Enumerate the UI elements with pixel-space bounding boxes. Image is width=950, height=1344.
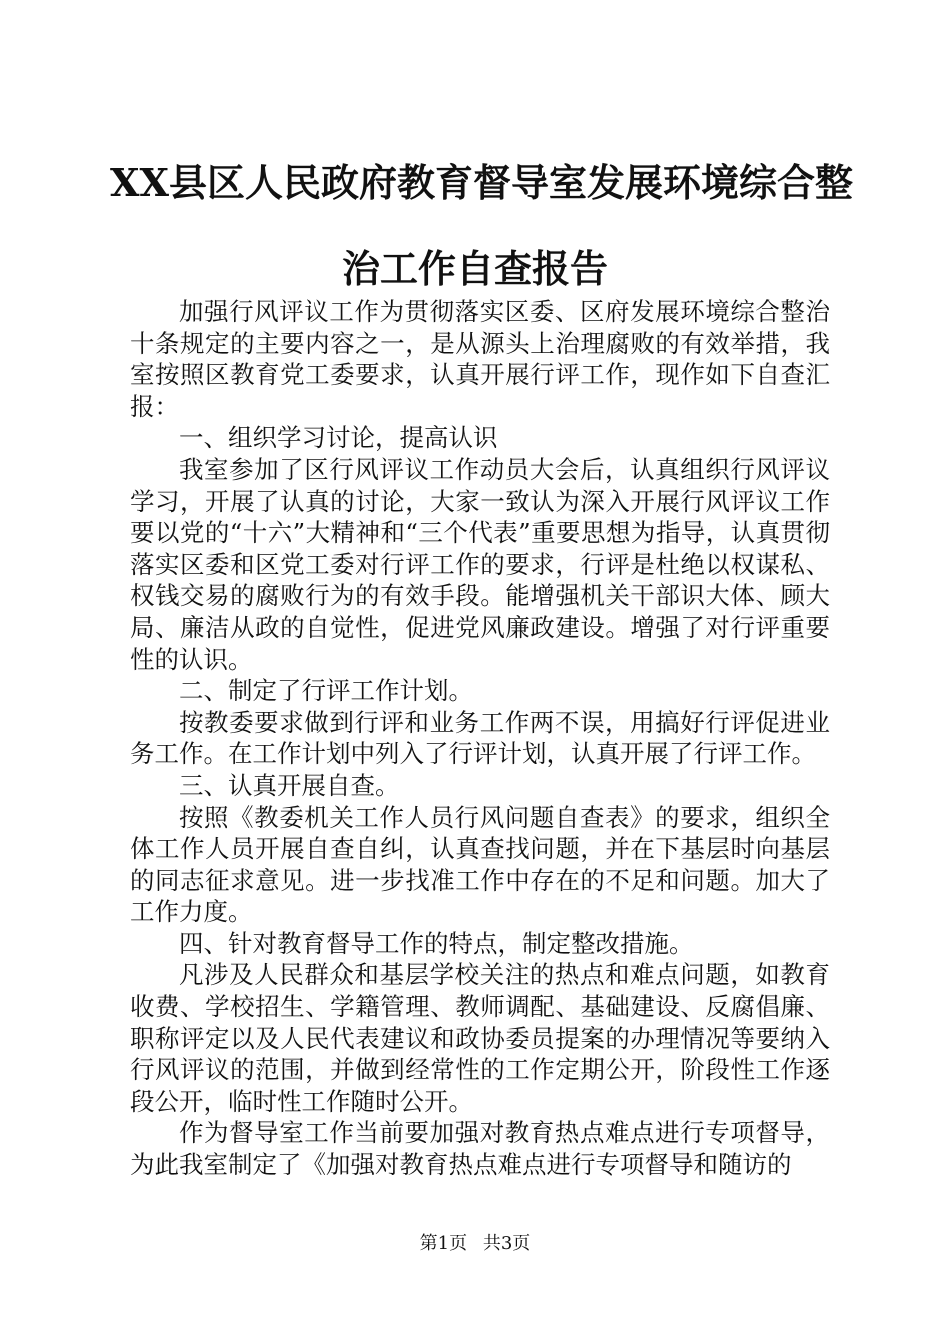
paragraph-section-4-continued: 作为督导室工作当前要加强对教育热点难点进行专项督导，为此我室制定了《加强对教育热点难点进行专项督导和随访的: [130, 1118, 830, 1180]
paragraph-intro: 加强行风评议工作为贯彻落实区委、区府发展环境综合整治十条规定的主要内容之一，是从源头上治理腐败的有效举措，我室按照区教育党工委要求，认真开展行评工作，现作如下自查汇报：: [130, 297, 830, 421]
paragraph-section-2: 按教委要求做到行评和业务工作两不误，用搞好行评促进业务工作。在工作计划中列入了行评计划，认真开展了行评工作。: [130, 707, 830, 769]
page-number-current: 第1页: [419, 1233, 468, 1254]
document-title-line-1: XX县区人民政府教育督导室发展环境综合整: [110, 160, 853, 205]
section-heading-1: 一、组织学习讨论，提高认识: [179, 423, 498, 453]
page-number-total: 共3页: [482, 1233, 531, 1254]
section-heading-2: 二、制定了行评工作计划。: [179, 676, 473, 706]
page-footer: [0, 1234, 950, 1254]
paragraph-section-1: 我室参加了区行风评议工作动员大会后，认真组织行风评议学习，开展了认真的讨论，大家一致认为深入开展行风评议工作要以党的“十六”大精神和“三个代表”重要思想为指导，认真贯彻落实区委和区党工委对行评工作的要求，行评是杜绝以权谋私、权钱交易的腐败行为的有效手段。能增强机关干部识大体、顾大局、廉洁从政的自觉性，促进党风廉政建设。增强了对行评重要性的认识。: [130, 454, 830, 674]
document-body: [130, 296, 830, 1181]
section-heading-4: 四、针对教育督导工作的特点，制定整改措施。: [179, 928, 694, 958]
paragraph-section-4: 凡涉及人民群众和基层学校关注的热点和难点问题，如教育收费、学校招生、学籍管理、教师调配、基础建设、反腐倡廉、职称评定以及人民代表建议和政协委员提案的办理情况等要纳入行风评议的范围，并做到经常性的工作定期公开，阶段性工作逐段公开，临时性工作随时公开。: [130, 960, 830, 1116]
paragraph-section-3: 按照《教委机关工作人员行风问题自查表》的要求，组织全体工作人员开展自查自纠，认真查找问题，并在下基层时向基层的同志征求意见。进一步找准工作中存在的不足和问题。加大了工作力度。: [130, 802, 830, 927]
document-title-line-2: 治工作自查报告: [341, 246, 608, 291]
section-heading-3: 三、认真开展自查。: [179, 770, 400, 800]
